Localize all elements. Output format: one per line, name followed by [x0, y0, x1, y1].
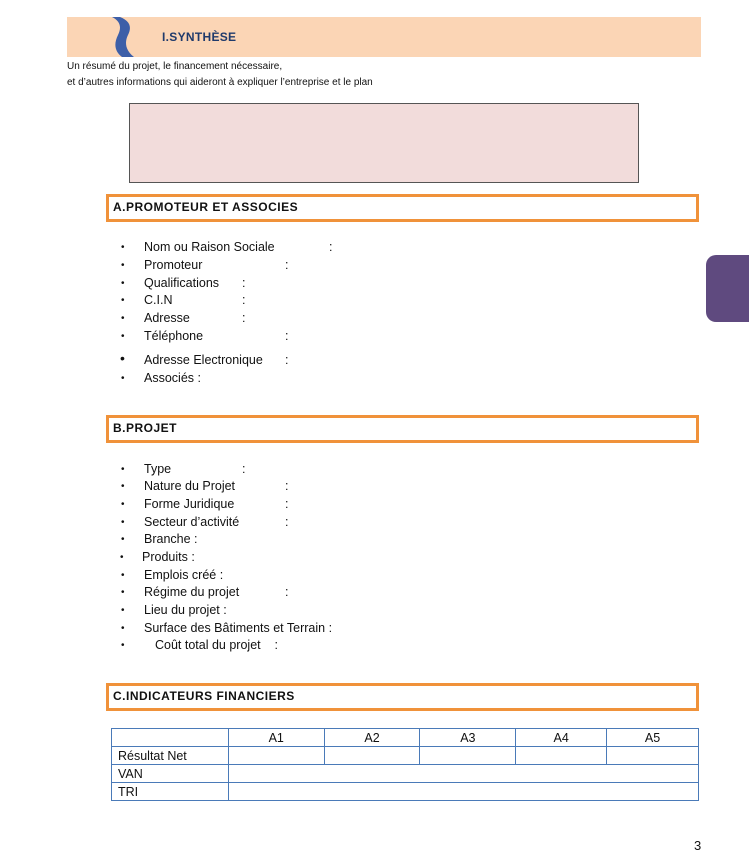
summary-input-box[interactable]: [129, 103, 639, 183]
list-item: Promoteur: [144, 258, 203, 272]
list-item: Forme Juridique: [144, 497, 235, 511]
list-item: Qualifications: [144, 276, 220, 290]
column-header: A2: [324, 729, 420, 747]
wave-logo-icon: [108, 17, 142, 57]
list-item: Téléphone: [144, 329, 204, 343]
table-cell[interactable]: [516, 747, 607, 765]
list-item: Associés :: [144, 371, 201, 385]
row-label: TRI: [112, 783, 229, 801]
colon-separator: :: [242, 462, 246, 476]
bullet-icon: •: [121, 517, 125, 528]
colon-separator: :: [285, 515, 289, 529]
colon-separator: :: [242, 311, 246, 325]
row-label: Résultat Net: [112, 747, 229, 765]
section-c-title: C.INDICATEURS FINANCIERS: [113, 689, 295, 703]
page-number: 3: [694, 838, 702, 853]
colon-separator: :: [285, 258, 289, 272]
intro-line-2: et d’autres informations qui aideront à expliquer l’entreprise et le plan: [67, 77, 373, 88]
column-header: A5: [607, 729, 699, 747]
section-a-title: A.PROMOTEUR ET ASSOCIES: [113, 200, 299, 214]
financial-indicators-table: [111, 728, 699, 801]
page-title: I.SYNTHÈSE: [162, 30, 237, 44]
table-cell[interactable]: [607, 747, 699, 765]
list-item: Nature du Projet: [144, 479, 236, 493]
bullet-icon: •: [121, 640, 125, 651]
list-item: Produits :: [142, 550, 195, 564]
bullet-icon: •: [121, 295, 125, 306]
colon-separator: :: [242, 293, 246, 307]
bullet-icon: •: [121, 623, 125, 634]
list-item: Coût total du projet :: [155, 638, 278, 652]
list-item: Emplois créé :: [144, 568, 224, 582]
table-row: [112, 765, 699, 783]
list-item: Branche :: [144, 532, 198, 546]
list-item: Surface des Bâtiments et Terrain :: [144, 621, 333, 635]
table-row: [112, 747, 699, 765]
intro-text: [67, 59, 373, 91]
bullet-icon: •: [121, 605, 125, 616]
bullet-icon: •: [121, 373, 125, 384]
row-label: VAN: [112, 765, 229, 783]
bullet-icon: •: [121, 278, 125, 289]
table-row: [112, 783, 699, 801]
section-c-header: [106, 683, 699, 711]
bullet-icon: •: [121, 481, 125, 492]
bullet-icon: •: [120, 552, 124, 563]
list-item: Adresse Electronique: [144, 353, 263, 367]
section-b-title: B.PROJET: [113, 421, 178, 435]
table-cell[interactable]: [324, 747, 420, 765]
list-item: Lieu du projet :: [144, 603, 227, 617]
bullet-icon: •: [121, 587, 125, 598]
table-header-row: [112, 729, 699, 747]
bullet-icon: •: [121, 260, 125, 271]
list-item: Type: [144, 462, 172, 476]
colon-separator: :: [285, 585, 289, 599]
bullet-icon: •: [121, 313, 125, 324]
table-cell[interactable]: [420, 747, 516, 765]
colon-separator: :: [329, 240, 333, 254]
bullet-icon: •: [121, 499, 125, 510]
bullet-icon: •: [120, 350, 125, 366]
colon-separator: :: [285, 329, 289, 343]
list-item: C.I.N: [144, 293, 173, 307]
column-header: A1: [228, 729, 324, 747]
list-item: Secteur d’activité: [144, 515, 240, 529]
colon-separator: :: [242, 276, 246, 290]
table-cell[interactable]: [228, 783, 698, 801]
section-a-header: [106, 194, 699, 222]
side-tab[interactable]: [706, 255, 749, 322]
bullet-icon: •: [121, 570, 125, 581]
intro-line-1: Un résumé du projet, le financement nécessaire,: [67, 61, 283, 72]
bullet-icon: •: [121, 534, 125, 545]
table-cell[interactable]: [228, 747, 324, 765]
bullet-icon: •: [121, 331, 125, 342]
column-header: A4: [516, 729, 607, 747]
colon-separator: :: [285, 497, 289, 511]
bullet-icon: •: [121, 242, 125, 253]
bullet-icon: •: [121, 464, 125, 475]
list-item: Adresse: [144, 311, 190, 325]
colon-separator: :: [285, 479, 289, 493]
colon-separator: :: [285, 353, 289, 367]
table-cell[interactable]: [228, 765, 698, 783]
list-item: Régime du projet: [144, 585, 240, 599]
section-b-header: [106, 415, 699, 443]
table-corner-cell: [112, 729, 229, 747]
list-item: Nom ou Raison Sociale: [144, 240, 275, 254]
column-header: A3: [420, 729, 516, 747]
